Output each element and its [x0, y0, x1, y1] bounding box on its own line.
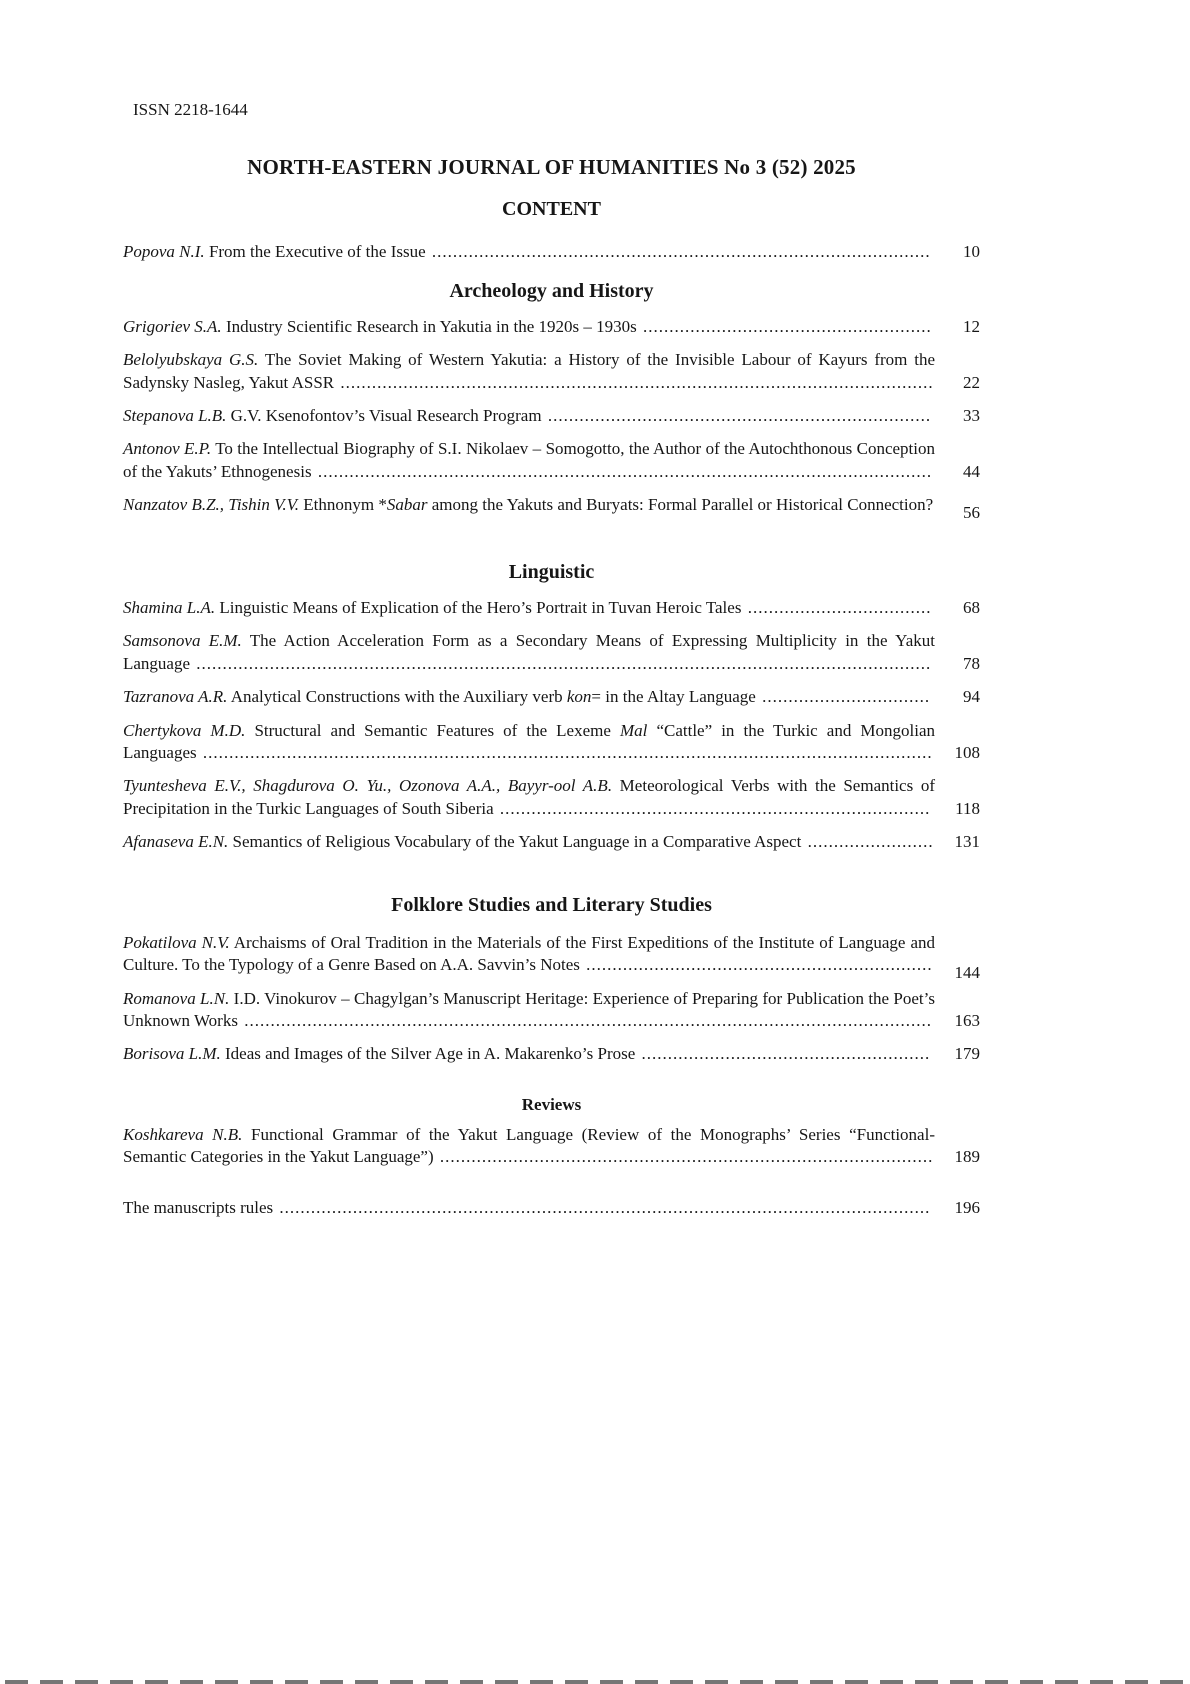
entry-authors: Koshkareva N.B. [123, 1125, 243, 1145]
entry-text [123, 686, 935, 708]
entry-title: Industry Scientific Research in Yakutia in the 1920s – 1930s [221, 316, 641, 336]
entry-title: Semantics of Religious Vocabulary of the Yakut Language in a Comparative Aspect [228, 832, 806, 852]
entry-text [123, 349, 935, 394]
toc-entry [123, 597, 980, 619]
entry-authors: Belolyubskaya G.S. [123, 350, 259, 370]
page-number: 108 [954, 742, 980, 762]
entry-title: G.V. Ksenofontov’s Visual Research Program [226, 406, 546, 426]
entry-title: Analytical Constructions with the Auxiliary verb [227, 687, 567, 707]
toc-entry [123, 775, 980, 820]
entry-title: Archaisms of Oral Tradition in the Materials of the First Expeditions of the Institute of Language and Culture. To the Typology of a Genre Based on A.A. Savvin’s Notes [123, 932, 935, 975]
toc-section [123, 1094, 980, 1169]
toc-entry [123, 405, 980, 427]
dot-leader: .................................................................................. [499, 798, 931, 818]
entry-authors: Grigoriev S.A. [123, 316, 222, 336]
page-number: 44 [963, 461, 980, 481]
page-number: 33 [963, 406, 980, 426]
page-number: 78 [963, 653, 980, 673]
toc [123, 241, 980, 1219]
page-number: 94 [963, 687, 980, 707]
page-number: 131 [954, 832, 980, 852]
entry-authors: Afanaseva E.N. [123, 832, 229, 852]
dot-leader: ........................ [807, 832, 934, 852]
dot-leader: ..................................................................................................................... [317, 461, 933, 481]
toc-entry [123, 988, 980, 1033]
page-number: 56 [963, 503, 980, 523]
page-number: 118 [955, 798, 980, 818]
toc-entry [123, 494, 980, 523]
content-column [123, 0, 980, 1230]
page-number: 163 [954, 1011, 980, 1031]
dot-leader: ........................................................................................................................................... [202, 742, 933, 762]
dot-leader: ............................................................................................................................ [279, 1197, 931, 1217]
page-number: 144 [954, 963, 980, 983]
page-title: NORTH-EASTERN JOURNAL OF HUMANITIES No 3 (52) 2025 [247, 155, 856, 179]
section-heading: Archeology and History [449, 279, 654, 302]
toc-entry [123, 686, 980, 708]
entry-text [123, 988, 935, 1033]
entry-text [123, 775, 935, 820]
entry-authors: Samsonova E.M. [123, 631, 242, 651]
toc-entry [123, 241, 980, 263]
entry-authors: Chertykova M.D. [123, 720, 246, 740]
page-number: 22 [963, 372, 980, 392]
page-number: 196 [954, 1197, 980, 1217]
entry-text [123, 405, 935, 427]
dot-leader: ....................................................... [642, 316, 932, 336]
dot-leader: ................................... [747, 597, 932, 617]
entry-title: I.D. Vinokurov – Chagylgan’s Manuscript Heritage: Experience of Preparing for Publication the Poet’s Unknown Works [123, 988, 935, 1031]
entry-title: Meteorological Verbs with the Semantics of Precipitation in the Turkic Languages of South Siberia [123, 776, 935, 818]
toc-section [123, 278, 980, 523]
entry-title: Structural and Semantic Features of the Lexeme [245, 720, 620, 740]
entry-title: “Cattle” in the Turkic and Mongolian Languages [123, 720, 935, 762]
entry-text [123, 1043, 935, 1065]
toc-entry [123, 1124, 980, 1169]
section-heading: Linguistic [508, 560, 595, 583]
entry-title: The Soviet Making of Western Yakutia: a History of the Invisible Labour of Kayurs from the Sadynsky Nasleg, Yakut ASSR [123, 350, 936, 392]
entry-title: Ethnonym * [299, 495, 387, 515]
entry-title: among the Yakuts and Buryats: Formal Parallel or Historical Connection? [427, 495, 934, 515]
toc-section [123, 241, 980, 263]
entry-title-italic-term: Mal [619, 720, 648, 740]
toc-entry [123, 1043, 980, 1065]
section-heading: Folklore Studies and Literary Studies [391, 893, 712, 916]
entry-text [123, 494, 935, 516]
issn: ISSN 2218-1644 [133, 100, 248, 119]
page-number: 179 [954, 1044, 980, 1064]
entry-authors: Shamina L.A. [123, 597, 216, 617]
entry-text [123, 630, 935, 675]
entry-title: To the Intellectual Biography of S.I. Nikolaev – Somogotto, the Author of the Autochthonous Conception of the Yakuts’ Ethnogenesis [123, 439, 935, 481]
toc-entry [123, 630, 980, 675]
dot-leader: ............................................................................................... [431, 242, 931, 262]
entry-title: From the Executive of the Issue [204, 242, 430, 262]
bottom-edge-artifact [5, 1680, 1190, 1684]
content-heading: CONTENT [502, 198, 601, 221]
entry-text [123, 1124, 935, 1169]
entry-text [123, 241, 935, 263]
dot-leader: ................................................................................................................. [340, 372, 934, 392]
entry-title: Linguistic Means of Explication of the Hero’s Portrait in Tuvan Heroic Tales [215, 597, 746, 617]
dot-leader: ......................................................................... [547, 406, 932, 426]
section-heading: Reviews [521, 1094, 582, 1114]
entry-text [123, 831, 935, 853]
dot-leader: ................................................................................................................................... [244, 1011, 932, 1031]
page-number: 10 [963, 242, 980, 262]
entry-authors: Popova N.I. [123, 242, 205, 262]
dot-leader: .............................................................................................. [439, 1147, 934, 1167]
toc-entry [123, 316, 980, 338]
entry-title: = in the Altay Language [591, 687, 761, 707]
entry-authors: Antonov E.P. [123, 439, 212, 459]
entry-text [123, 1197, 935, 1219]
toc-entry [123, 720, 980, 765]
toc-section [123, 892, 980, 1066]
entry-title-italic-term: kon [566, 687, 592, 707]
toc-entry [123, 932, 980, 983]
entry-title: Ideas and Images of the Silver Age in A. Makarenko’s Prose [220, 1044, 640, 1064]
toc-section [123, 559, 980, 854]
entry-title: The Action Acceleration Form as a Secondary Means of Expressing Multiplicity in the Yakut Language [123, 631, 935, 673]
page-number: 68 [963, 597, 980, 617]
dot-leader [933, 495, 935, 514]
toc-section [123, 1197, 980, 1219]
entry-authors: Romanova L.N. [123, 988, 230, 1008]
entry-text [123, 720, 935, 765]
toc-entry [123, 831, 980, 853]
dot-leader: ................................ [762, 687, 931, 707]
entry-authors: Stepanova L.B. [123, 406, 227, 426]
entry-text [123, 932, 935, 977]
entry-text [123, 597, 935, 619]
dot-leader: .................................................................. [586, 955, 933, 975]
page-number: 12 [963, 316, 980, 336]
toc-entry [123, 349, 980, 394]
dot-leader: ....................................................... [641, 1044, 931, 1064]
entry-title-italic-term: Sabar [386, 495, 428, 515]
entry-text [123, 438, 935, 483]
entry-title: Functional Grammar of the Yakut Language (Review of the Monographs’ Series “Functional-Semantic Categories in the Yakut Language”) [123, 1125, 935, 1167]
entry-text [123, 316, 935, 338]
entry-authors: Nanzatov B.Z., Tishin V.V. [123, 495, 300, 515]
toc-entry [123, 438, 980, 483]
page-number: 189 [954, 1147, 980, 1167]
entry-authors: Borisova L.M. [123, 1044, 221, 1064]
dot-leader: ............................................................................................................................................ [196, 653, 932, 673]
entry-authors: Pokatilova N.V. [123, 932, 230, 952]
toc-entry [123, 1197, 980, 1219]
entry-authors: Tazranova A.R. [123, 687, 228, 707]
entry-title: The manuscripts rules [123, 1197, 278, 1217]
entry-authors: Tyuntesheva E.V., Shagdurova O. Yu., Ozonova A.A., Bayyr-ool A.B. [123, 776, 613, 796]
